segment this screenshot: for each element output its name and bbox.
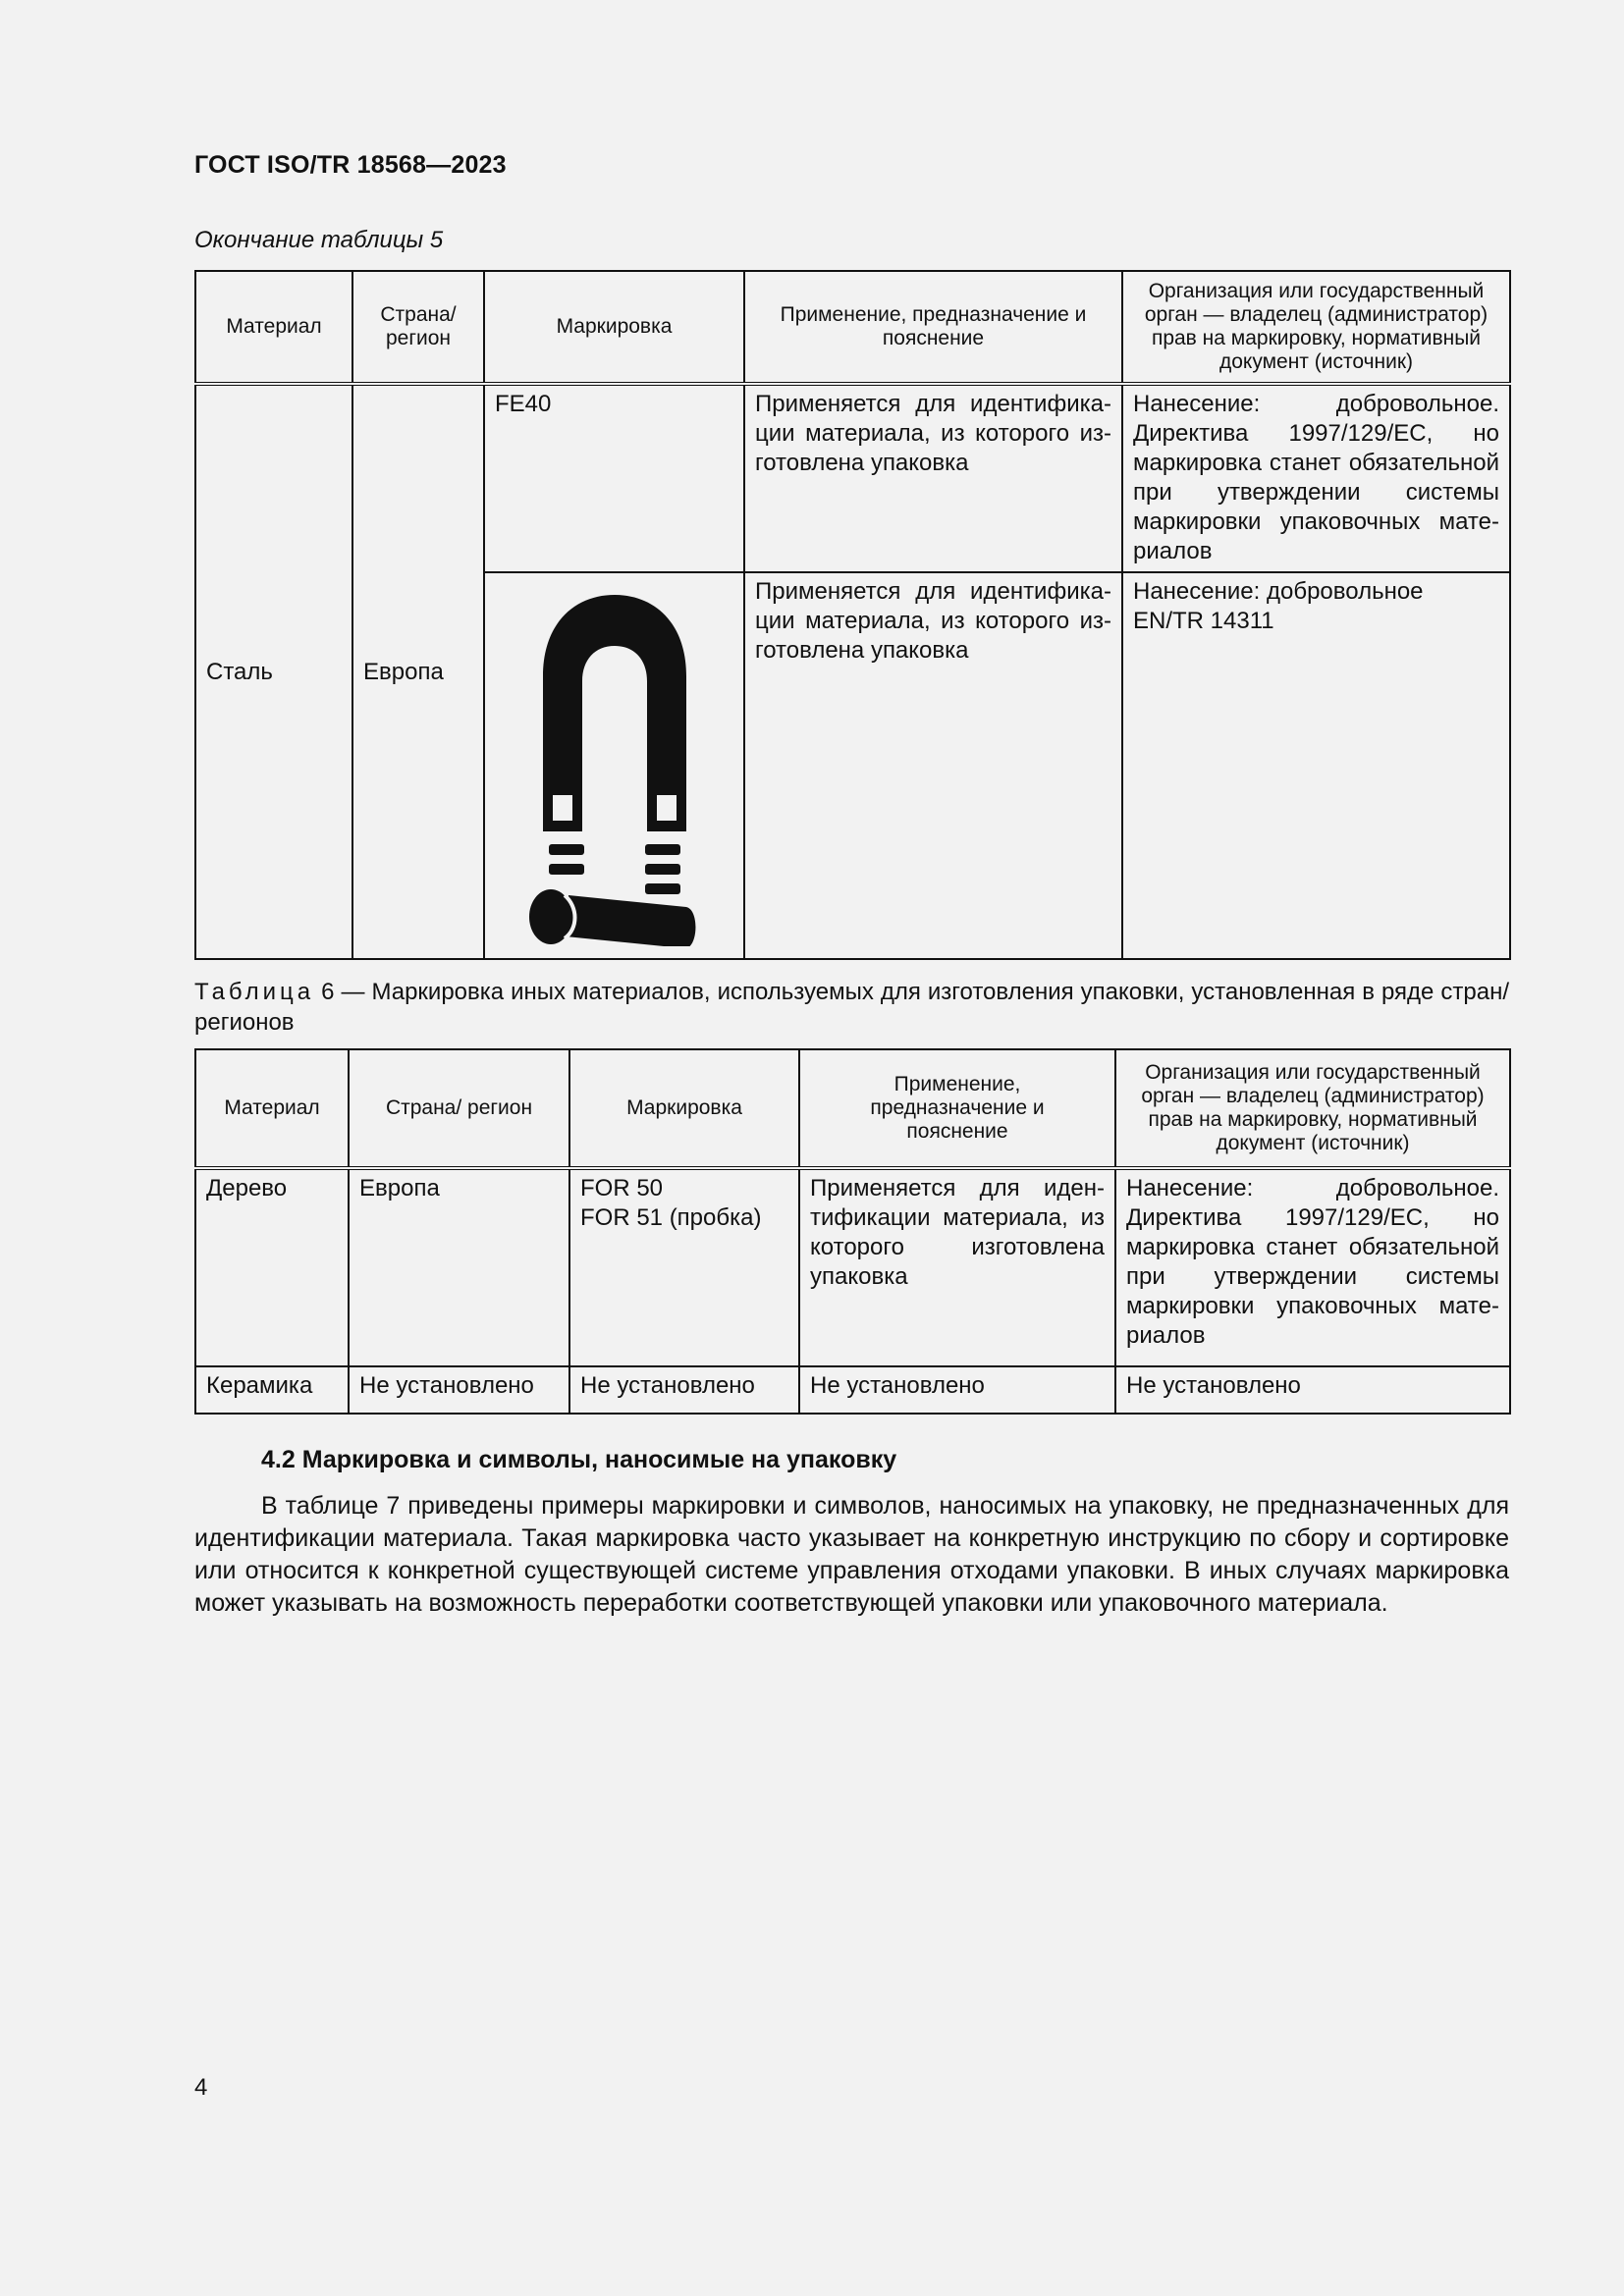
table6-header-row	[195, 1049, 1510, 1168]
table6-caption	[194, 977, 1509, 1038]
table5-caption: Окончание таблицы 5	[194, 227, 444, 253]
table5-header-country: Страна/ регион	[352, 271, 484, 384]
table6-header-application: Применение, предназначение и пояснение	[799, 1049, 1115, 1168]
table5-header-row	[195, 271, 1510, 384]
table5-header-organization: Организация или государственный орган — владелец (администратор) прав на маркировку, нормативный документ (источник)	[1122, 271, 1510, 384]
table5-header-application: Применение, предназначение и пояснение	[744, 271, 1122, 384]
table6-organization-cell: Нанесение: добровольное. Директива 1997/129/EC, но маркировка станет обязательной при утверждении системы маркировки упаковочных материалов	[1115, 1168, 1510, 1366]
table6-marking-cell: Не установлено	[569, 1366, 799, 1414]
table5-application-cell: Применяется для идентификации материала, из которого изготовлена упаковка	[744, 384, 1122, 572]
table5-material-cell: Сталь	[195, 384, 352, 959]
table5-header-marking: Маркировка	[484, 271, 744, 384]
table6-header-country: Страна/ регион	[349, 1049, 569, 1168]
table6-application-cell: Не установлено	[799, 1366, 1115, 1414]
table5-marking-cell: FE40	[484, 384, 744, 572]
table6	[194, 1048, 1511, 1415]
table5-application-cell: Применяется для идентификации материала, из которого изготовлена упаковка	[744, 572, 1122, 959]
organization-line: EN/TR 14311	[1133, 608, 1274, 634]
page-number: 4	[194, 2074, 208, 2101]
table6-country-cell: Не установлено	[349, 1366, 569, 1414]
body-paragraph: В таблице 7 приведены примеры маркировки и символов, наносимых на упаковку, не предназначенных для идентификации материала. Такая маркировка часто указывает на конкретную инструкцию по сбору и сортировке или относится к конкретной существующей системе управления отходами упаковки. В иных случаях маркировка может указывать на возможность переработки соответствующей упаковки или упаковочного материала.	[194, 1492, 1509, 1617]
marking-line: FOR 50	[580, 1175, 664, 1201]
table-row	[195, 1366, 1510, 1414]
organization-line: Нанесение: добровольное	[1133, 578, 1424, 605]
table5	[194, 270, 1511, 960]
table6-application-cell: Применяется для идентификации материала, из которого изготовлена упаковка	[799, 1168, 1115, 1366]
table6-caption-text: 6 — Маркировка иных материалов, используемых для изготовления упаковки, установленная в ряде стран/регионов	[194, 979, 1509, 1036]
section-heading: 4.2 Маркировка и символы, наносимые на упаковку	[261, 1446, 897, 1473]
table5-country-cell: Европа	[352, 384, 484, 959]
table6-caption-prefix: Таблица	[194, 979, 315, 1005]
table5-header-material: Материал	[195, 271, 352, 384]
table6-header-organization: Организация или государственный орган — владелец (администратор) прав на маркировку, нормативный документ (источник)	[1115, 1049, 1510, 1168]
marking-line: FOR 51 (пробка)	[580, 1204, 762, 1231]
table6-country-cell: Европа	[349, 1168, 569, 1366]
document-title: ГОСТ ISO/TR 18568—2023	[194, 151, 507, 179]
magnet-steel-symbol-icon	[521, 583, 708, 946]
table5-organization-cell	[1122, 572, 1510, 959]
table5-marking-symbol-cell	[484, 572, 744, 959]
table6-material-cell: Керамика	[195, 1366, 349, 1414]
table6-header-material: Материал	[195, 1049, 349, 1168]
table-row	[195, 384, 1510, 572]
table5-organization-cell: Нанесение: добровольное. Директива 1997/129/EC, но маркировка станет обязательной при утверждении системы маркировки упаковочных материалов	[1122, 384, 1510, 572]
table6-marking-cell	[569, 1168, 799, 1366]
table6-material-cell: Дерево	[195, 1168, 349, 1366]
table-row	[195, 1168, 1510, 1366]
table6-header-marking: Маркировка	[569, 1049, 799, 1168]
table6-organization-cell: Не установлено	[1115, 1366, 1510, 1414]
